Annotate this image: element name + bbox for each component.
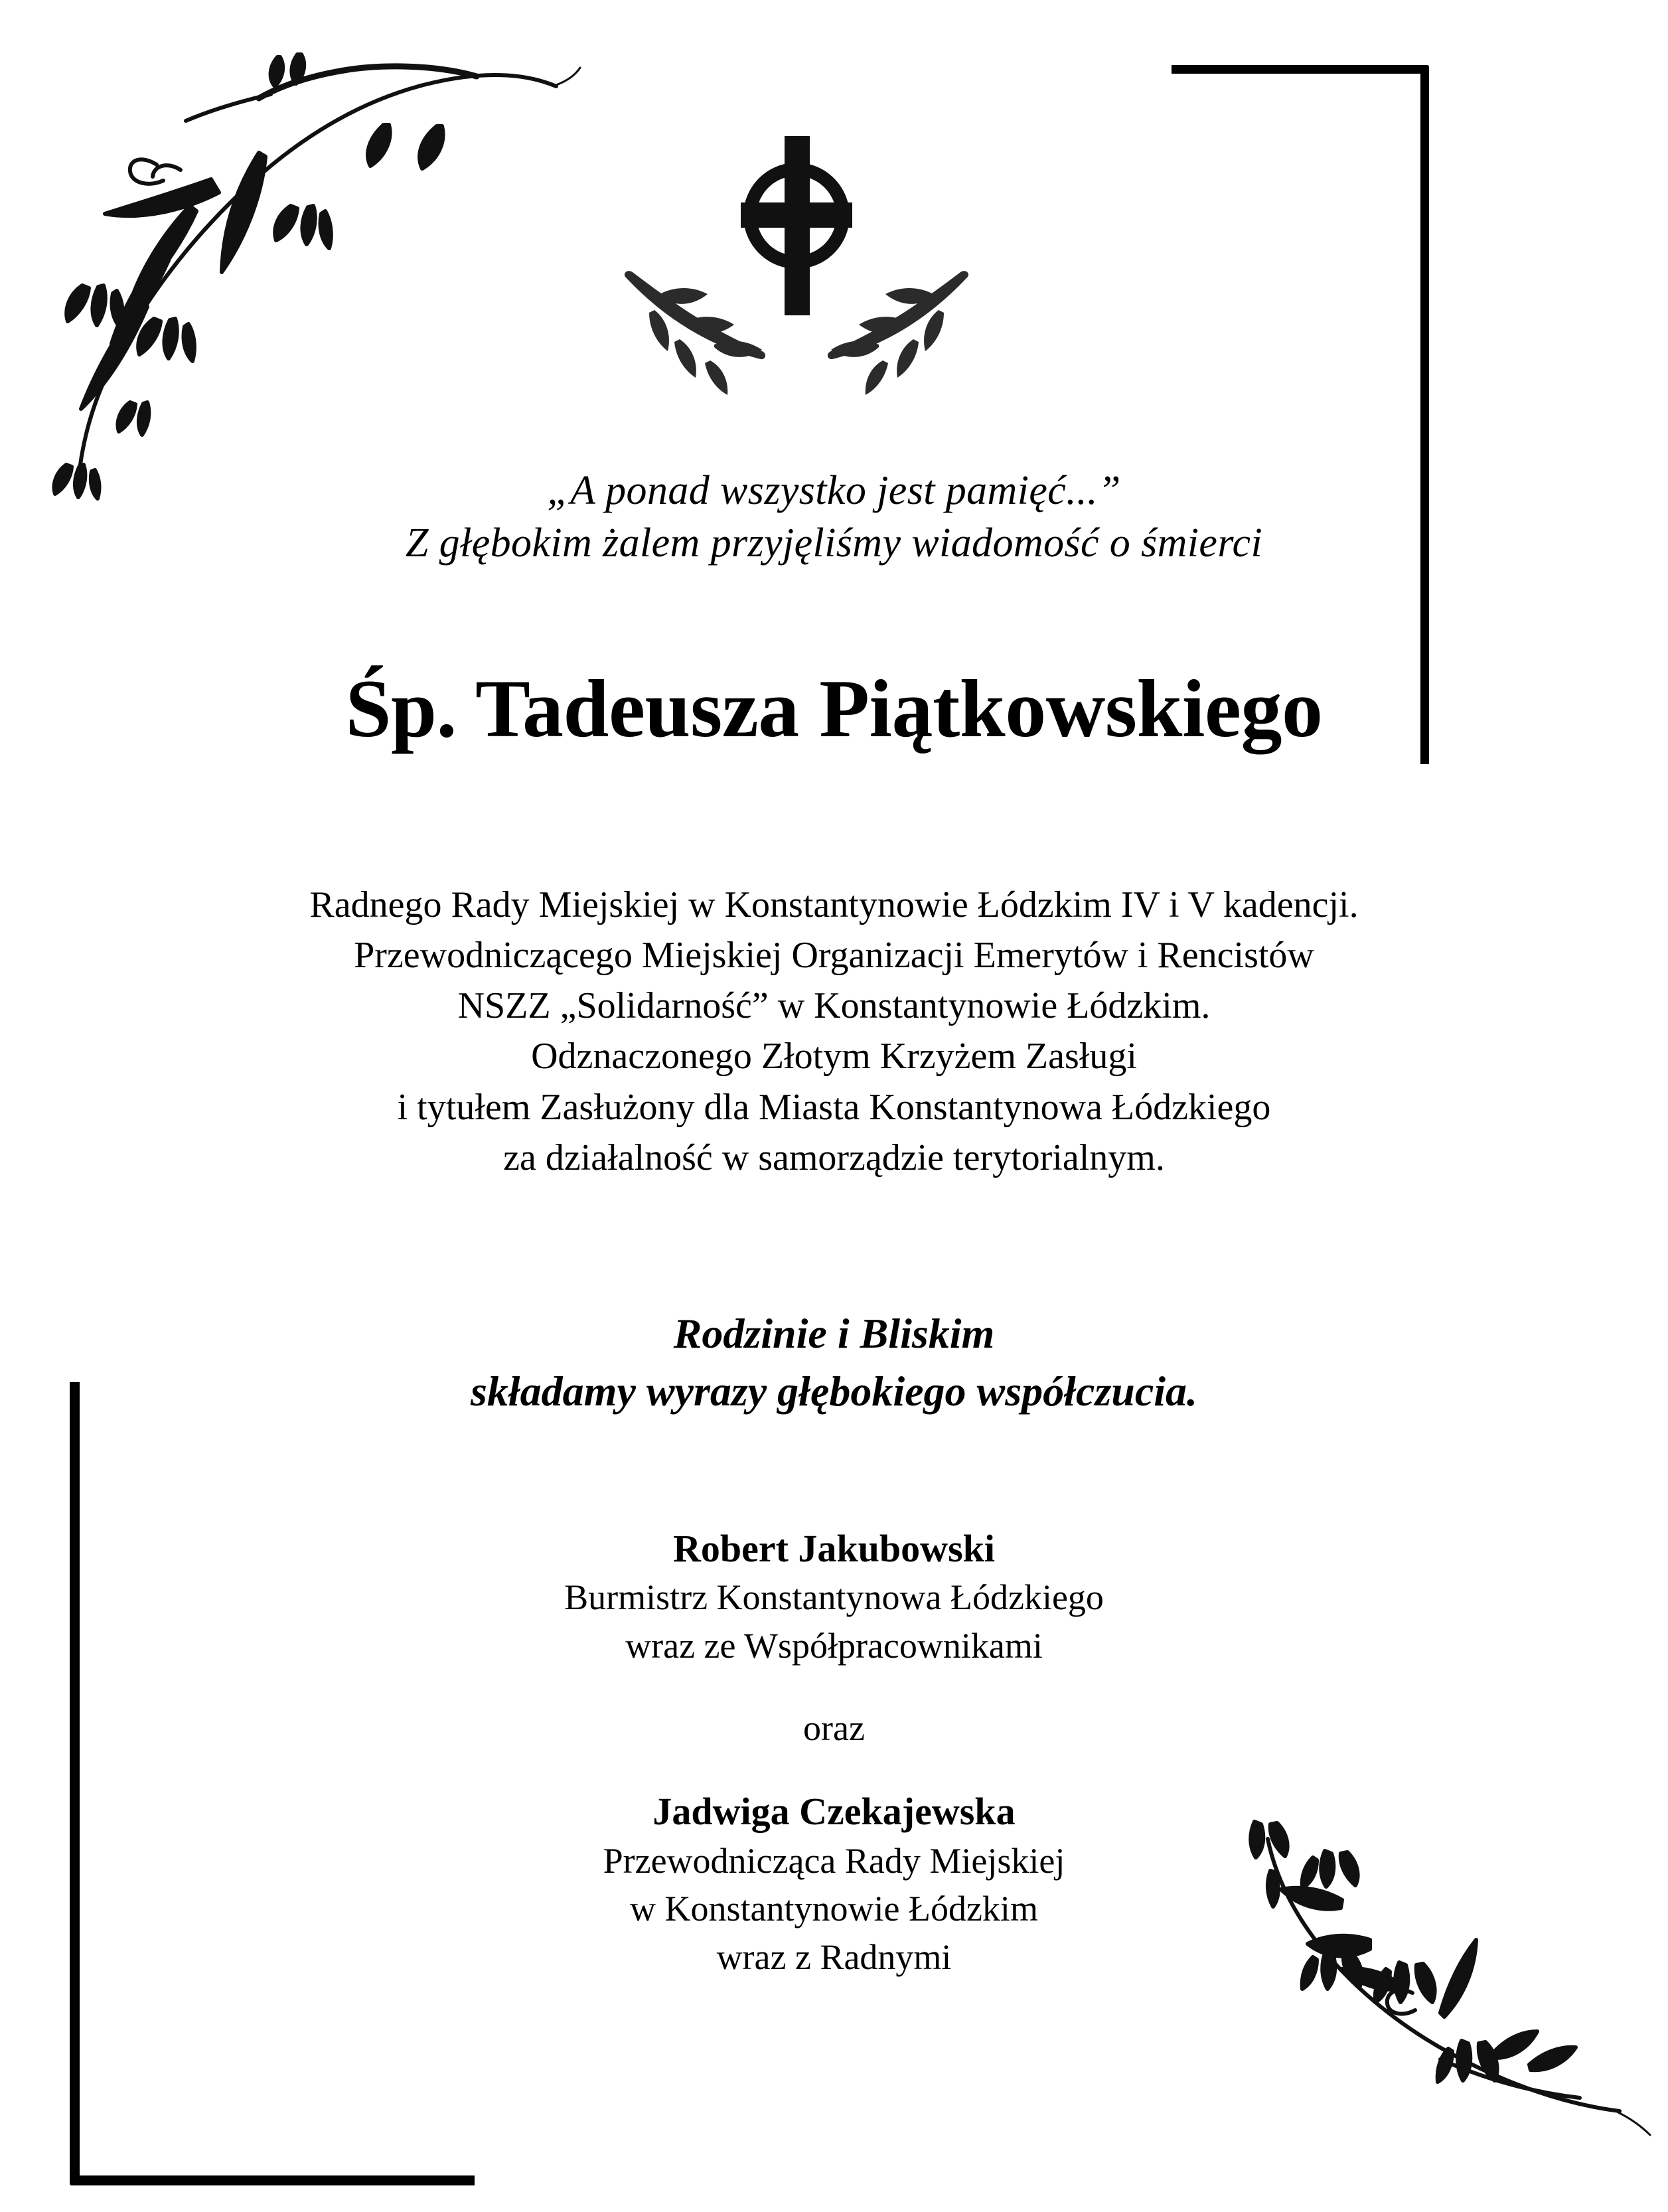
biography-line: i tytułem Zasłużony dla Miasta Konstantynowa Łódzkiego (397, 1086, 1271, 1128)
biography-line: Radnego Rady Miejskiej w Konstantynowie Łódzkim IV i V kadencji. (309, 884, 1359, 925)
floral-branch-icon (12, 7, 583, 511)
signatory-name-second: Jadwiga Czekajewska (652, 1790, 1016, 1834)
celtic-cross-icon (611, 123, 982, 402)
signatory-role-first-line1: Burmistrz Konstantynowa Łódzkiego (564, 1577, 1104, 1618)
signature-block (0, 1524, 1668, 1981)
biography-line: Odznaczonego Złotym Krzyżem Zasługi (531, 1036, 1137, 1077)
quote-block (0, 465, 1668, 570)
condolence-block (0, 1304, 1668, 1420)
signatory-role-second-line1: Przewodnicząca Rady Miejskiej (603, 1840, 1065, 1881)
signatory-role-first-line2: wraz ze Współpracownikami (625, 1625, 1043, 1666)
signature-spacer (0, 1670, 1668, 1704)
signatory-name-first: Robert Jakubowski (672, 1527, 996, 1570)
biography-line: NSZZ „Solidarność” w Konstantynowie Łódzkim. (457, 985, 1211, 1027)
quote-line-1: „A ponad wszystko jest pamięć...” (547, 468, 1121, 513)
deceased-name: Śp. Tadeusza Piątkowskiego (345, 663, 1323, 754)
biography-line: Przewodniczącego Miejskiej Organizacji Emerytów i Rencistów (354, 935, 1314, 977)
laurel-branch-icon (625, 271, 765, 395)
signature-spacer (0, 1752, 1668, 1786)
signatory-role-second-line2: w Konstantynowie Łódzkim (630, 1889, 1038, 1929)
condolence-line-1: Rodzinie i Bliskim (673, 1310, 995, 1357)
quote-line-2: Z głębokim żalem przyjęliśmy wiadomość o śmierci (405, 520, 1263, 566)
corner-bracket-top-right (1172, 65, 1429, 764)
signatory-role-second-line3: wraz z Radnymi (716, 1936, 952, 1977)
signature-conjunction: oraz (803, 1708, 865, 1749)
condolence-line-2: składamy wyrazy głębokiego współczucia. (470, 1368, 1198, 1415)
biography-line: za działalność w samorządzie terytorialnym. (503, 1137, 1165, 1178)
biography-block (0, 880, 1668, 1183)
